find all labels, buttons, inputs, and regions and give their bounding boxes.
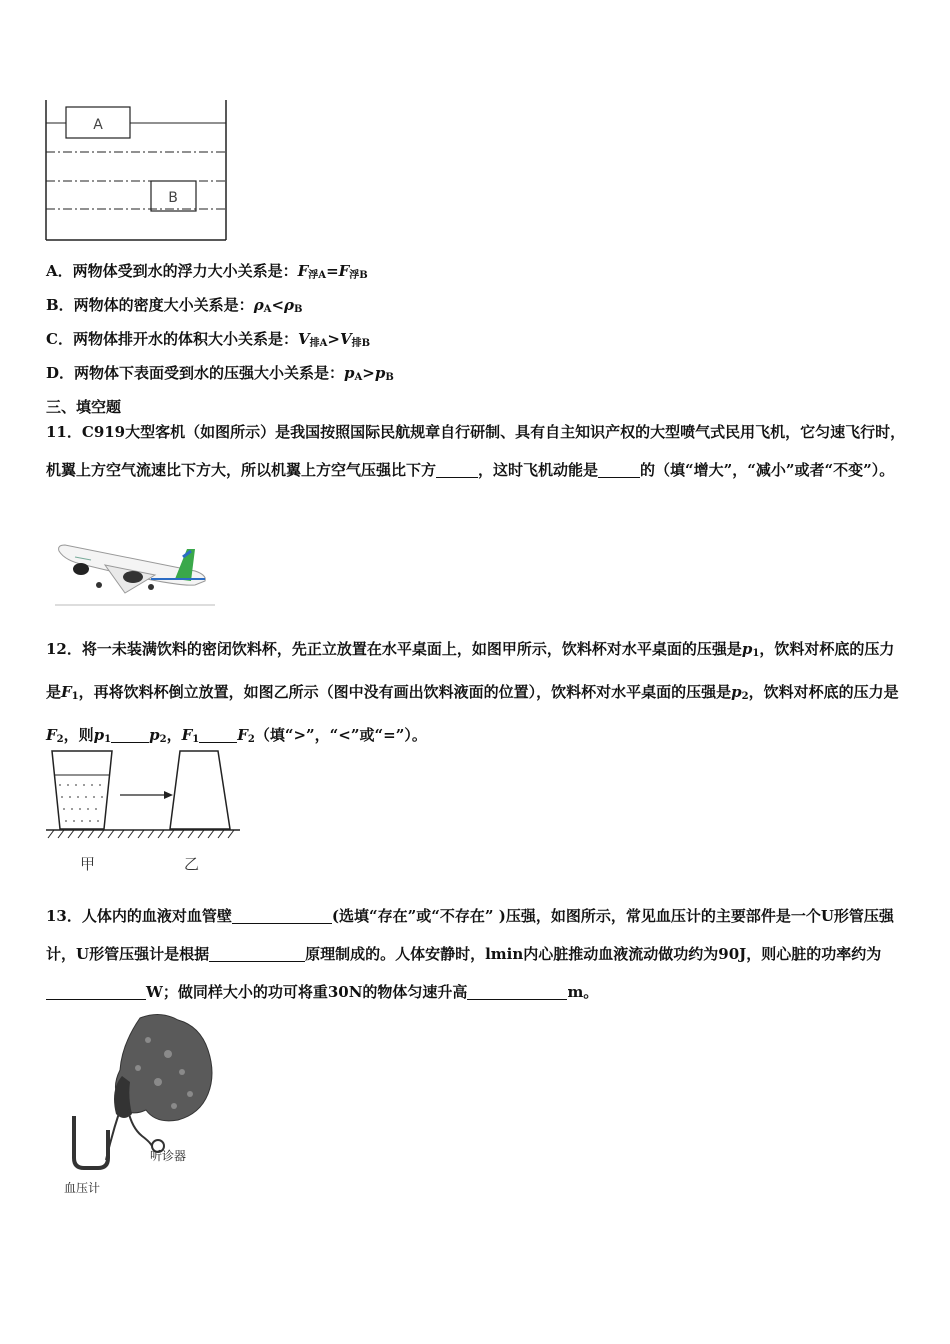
option-c: C．两物体排开水的体积大小关系是：$V_{排A}>V_{排B}$ <box>46 330 371 349</box>
question-11: 11．C919大型客机（如图所示）是我国按照国际民航规章自行研制、具有自主知识产权的大型喷气式民用飞机，它匀速飞行时，机翼上方空气流速比下方大，所以机翼上方空气压强比下方 ，这时飞机动能是 的（填“增大”，“减小”或者“不变”）。 <box>46 423 906 479</box>
label-stethoscope: 听诊器 <box>150 1149 187 1163</box>
blood-pressure-figure <box>50 1010 230 1205</box>
block-a-label: A <box>93 117 103 133</box>
q13-blank-3[interactable] <box>46 983 146 1000</box>
question-12: 12．将一未装满饮料的密闭饮料杯，先正立放置在水平桌面上，如图甲所示，饮料杯对水平桌面的压强是$p_1$，饮料对杯底的压力是$F_1$，再将饮料杯倒立放置，如图乙所示（图中没有画出饮料液面的位置），饮料杯对水平桌面的压强是$p_2$，饮料对杯底的压力是$F_2$，则$p_1$ $p_2$，$F_1$ $F_2$（填“>”，“<”或“=”）。 <box>46 640 899 745</box>
label-yi: 乙 <box>184 855 200 873</box>
option-a: A．两物体受到水的浮力大小关系是：$F_{浮A}=F_{浮B}$ <box>46 262 368 281</box>
q12-blank-2[interactable] <box>199 726 237 743</box>
c919-airplane-image <box>55 535 215 610</box>
cups-figure <box>40 745 260 880</box>
section-title: 三、填空题 <box>46 398 122 416</box>
q13-blank-2[interactable] <box>209 945 305 962</box>
option-b: B．两物体的密度大小关系是：$\rho_A<\rho_B$ <box>46 296 303 315</box>
label-jia: 甲 <box>80 855 96 873</box>
q11-blank-1[interactable] <box>436 461 478 478</box>
question-13: 13．人体内的血液对血管壁 (选填“存在”或“不存在” )压强，如图所示，常见血压计的主要部件是一个U形管压强计，U形管压强计是根据 原理制成的。人体安静时，lmin内心脏推动血液流动做功约为90J，则心脏的功率约为W；做同样大小的功可将重30N的物体匀速升高 m。 <box>46 907 894 1001</box>
cup-jia <box>52 751 112 829</box>
q11-blank-2[interactable] <box>598 461 640 478</box>
cup-yi <box>170 751 230 829</box>
block-b-label: B <box>168 190 178 206</box>
q13-blank-4[interactable] <box>467 983 567 1000</box>
option-d: D．两物体下表面受到水的压强大小关系是：$p_A>p_B$ <box>46 364 394 383</box>
q12-blank-1[interactable] <box>111 726 149 743</box>
label-meter: 血压计 <box>64 1181 101 1195</box>
q13-blank-1[interactable] <box>232 907 332 924</box>
water-blocks-figure <box>0 0 950 250</box>
